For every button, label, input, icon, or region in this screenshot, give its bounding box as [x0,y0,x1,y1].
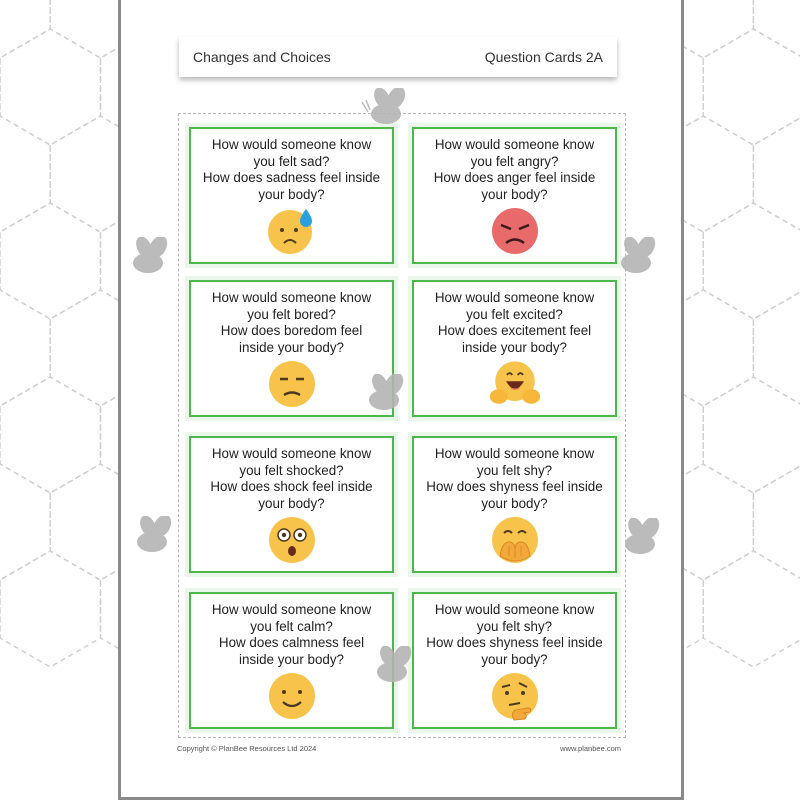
bee-watermark-icon [126,516,182,556]
page-header [179,37,617,77]
angry-face-icon [488,203,542,257]
hexagon-outline [0,551,101,667]
cut-out-sheet [178,113,626,738]
unamused-face-icon [265,356,319,410]
card-question: How would someone know you felt shy? How does shyness feel inside your body? [426,602,603,667]
card-question: How would someone know you felt sad? How does sadness feel inside your body? [202,137,381,202]
hexagon-outline [703,203,800,319]
question-card-calm [189,592,394,729]
hexagon-outline [0,29,101,145]
question-card-shocked [189,436,394,573]
question-card-angry [412,127,617,264]
smiling-face-icon [265,668,319,722]
hexagon-outline [703,551,800,667]
question-card-sad [189,127,394,264]
face-with-hand-over-mouth-icon [488,512,542,566]
hexagon-outline [0,116,50,232]
hexagon-outline [753,116,800,232]
sad-sweat-face-icon [265,203,319,257]
question-card-shy-2 [412,592,617,729]
bee-watermark-icon [360,88,416,128]
bee-watermark-icon [614,518,670,558]
hexagon-outline [703,29,800,145]
hexagon-outline [703,377,800,493]
bee-watermark-icon [358,374,414,414]
hexagon-outline [0,203,101,319]
website-url: www.planbee.com [560,744,621,753]
hexagon-outline [0,0,50,58]
card-question: How would someone know you felt shy? How does shyness feel inside your body? [426,446,603,511]
card-question: How would someone know you felt angry? How does anger feel inside your body? [433,137,596,202]
worksheet-title: Changes and Choices [193,49,331,65]
question-card-excited [412,280,617,417]
hexagon-outline [753,290,800,406]
hexagon-outline [753,464,800,580]
card-question: How would someone know you felt calm? How does calmness feel inside your body? [211,602,372,667]
card-question: How would someone know you felt shocked? How does shock feel inside your body? [210,446,373,511]
hugging-face-icon [488,356,542,410]
bee-watermark-icon [610,237,666,277]
worksheet-subtitle: Question Cards 2A [484,49,603,65]
card-question: How would someone know you felt excited? How does excitement feel inside your body? [434,290,595,355]
copyright-notice: Copyright © PlanBee Resources Ltd 2024 [177,744,317,753]
bee-watermark-icon [122,237,178,277]
hexagon-outline [0,290,50,406]
hexagon-outline [0,464,50,580]
hexagon-outline [753,0,800,58]
hexagon-outline [0,377,101,493]
thinking-face-icon [488,668,542,722]
astonished-face-icon [265,512,319,566]
card-question: How would someone know you felt bored? How does boredom feel inside your body? [211,290,372,355]
bee-watermark-icon [366,646,422,686]
question-card-shy [412,436,617,573]
